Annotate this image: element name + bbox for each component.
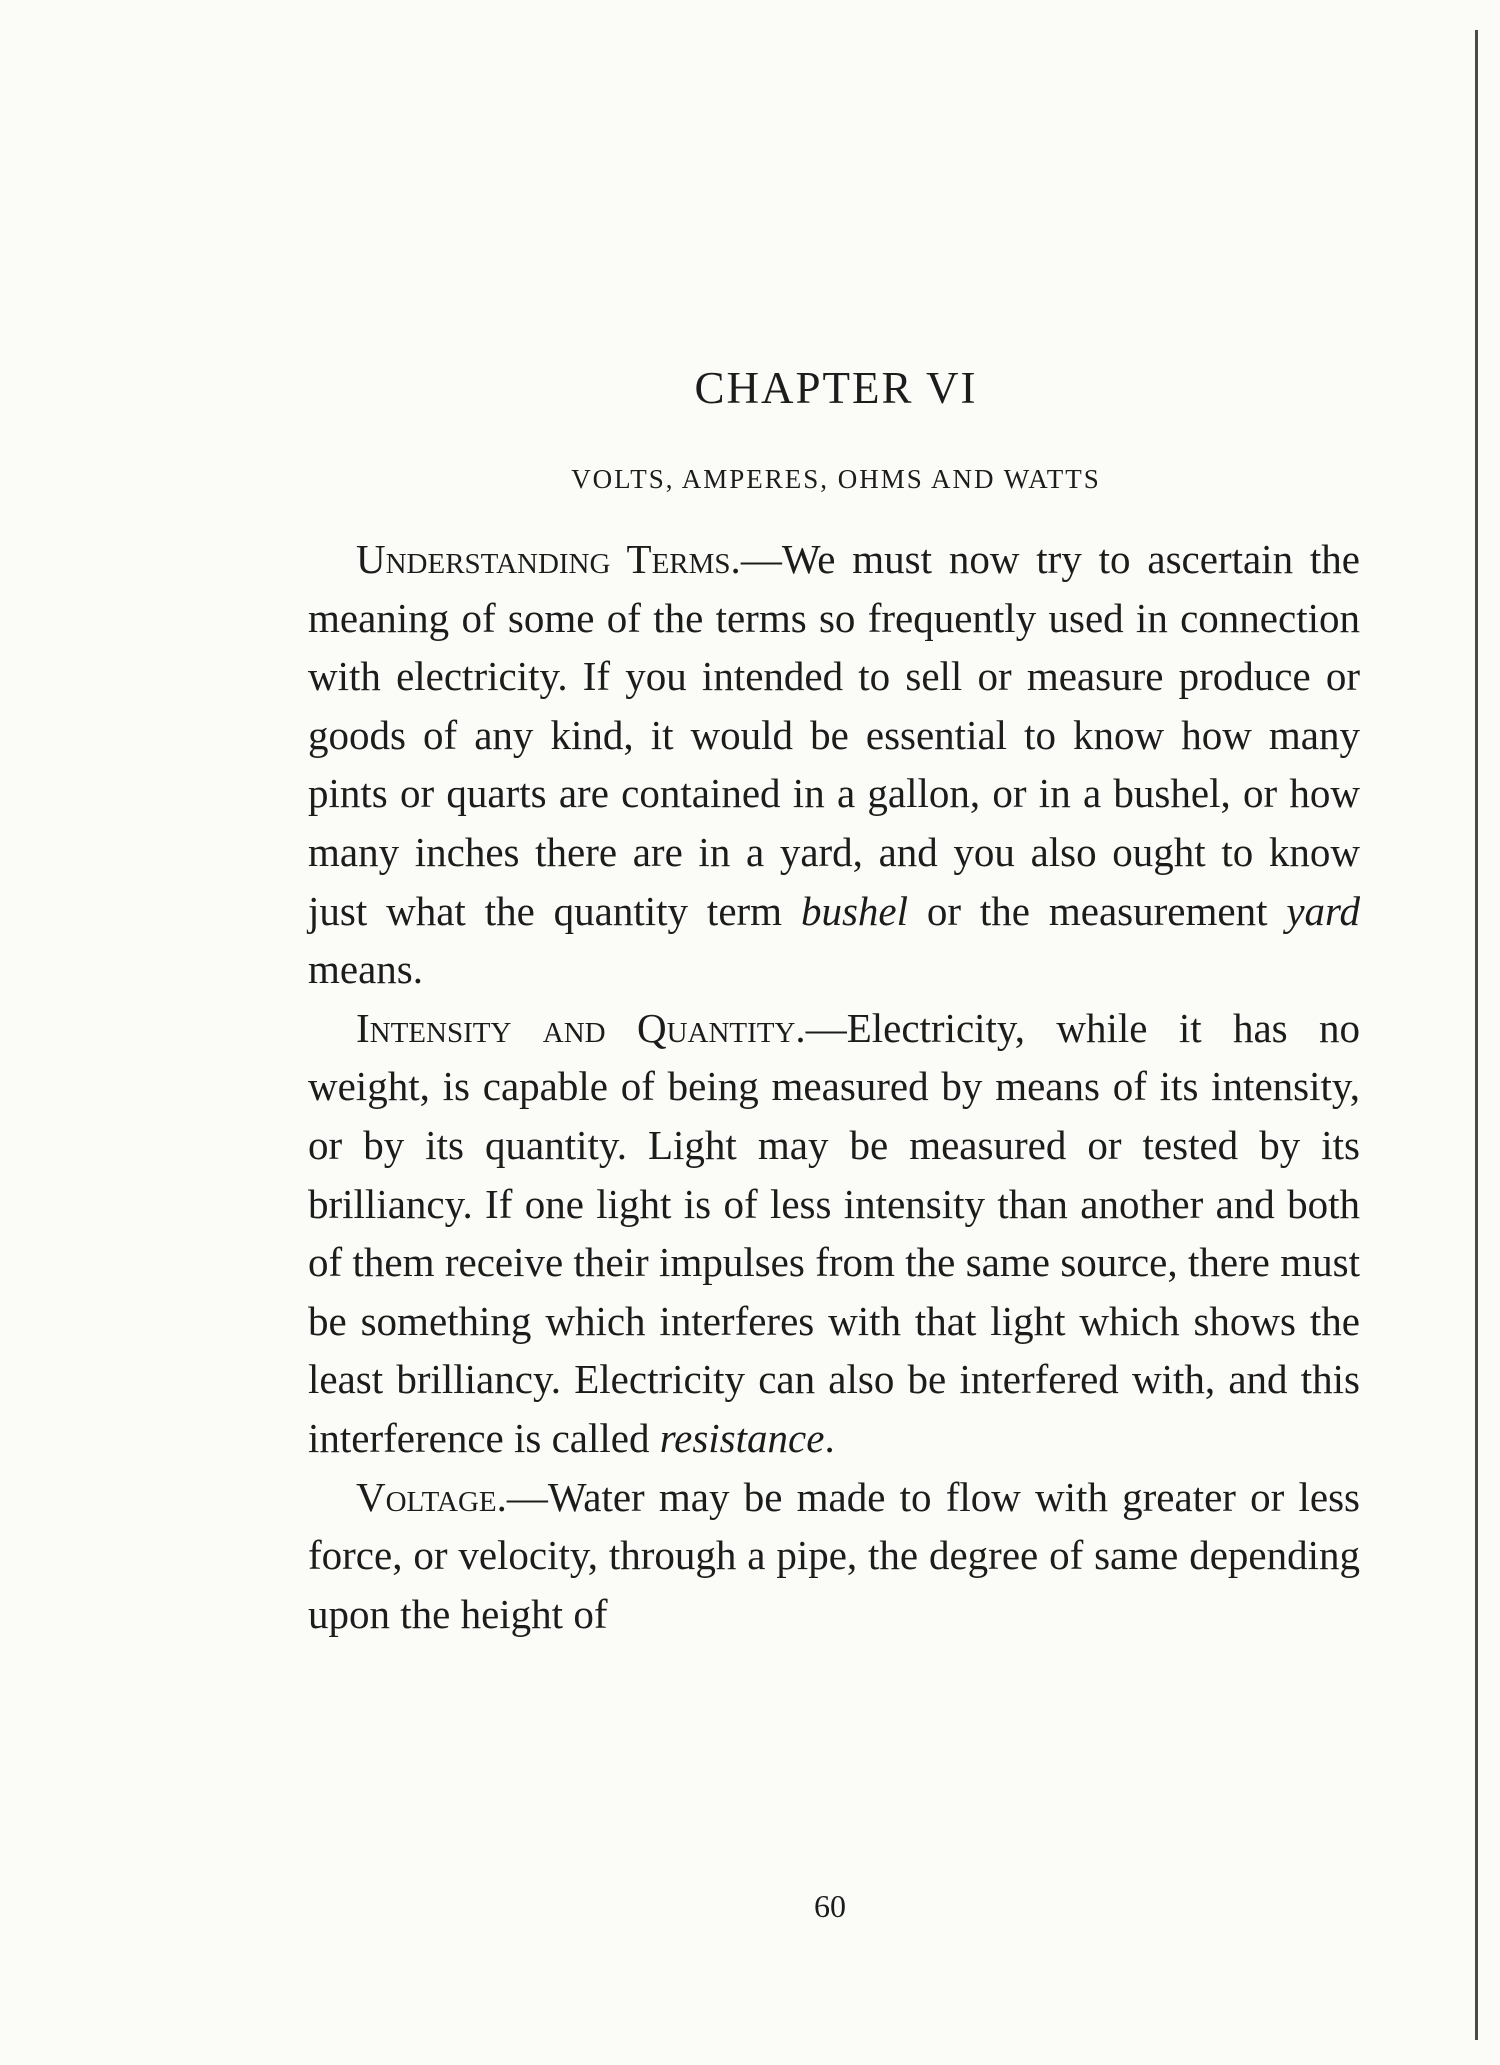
paragraph-intensity-quantity <box>308 999 1360 1468</box>
paragraph-understanding-terms <box>308 530 1360 999</box>
emphasis-term: bushel <box>800 887 908 934</box>
paragraph-heading: Intensity and Quantity. <box>356 1004 806 1051</box>
paragraph-text: —Electricity, while it has no weight, is capable of being measured by means of its intensity, or by its quantity. Light may be measured or tested by its brilliancy. If one light is of less intensity than another and both of them receive their impulses from the same source, there must be something which interferes with that light which shows the least brilliancy. Electricity can also be interfered with, and this interference is called <box>308 1004 1360 1461</box>
page-number: 60 <box>814 1888 846 1924</box>
paragraph-text: —We must now try to ascertain the meaning of some of the terms so frequently used in connection with electricity. If you intended to sell or measure produce or goods of any kind, it would be essential to know how many pints or quarts are contained in a gallon, or in a bushel, or how many inches there are in a yard, and you also ought to know just what the quantity term <box>308 536 1361 934</box>
page-edge-shadow <box>1475 30 1478 2040</box>
paragraph-heading: Voltage. <box>356 1473 507 1520</box>
paragraph-text: means. <box>308 946 423 993</box>
chapter-subtitle: VOLTS, AMPERES, OHMS AND WATTS <box>571 464 1101 494</box>
emphasis-term: resistance <box>659 1414 825 1461</box>
emphasis-term: yard <box>1286 887 1360 934</box>
paragraph-text: . <box>824 1414 835 1461</box>
paragraph-text: or the measurement <box>908 887 1287 934</box>
paragraph-heading: Understanding Terms. <box>356 536 741 582</box>
paragraph-text: —Water may be made to flow with greater or less force, or velocity, through a pipe, the degree of same depending upon the height of <box>308 1473 1360 1637</box>
chapter-title: CHAPTER VI <box>694 363 978 413</box>
body-text <box>308 530 1360 1643</box>
paragraph-voltage <box>308 1468 1360 1644</box>
